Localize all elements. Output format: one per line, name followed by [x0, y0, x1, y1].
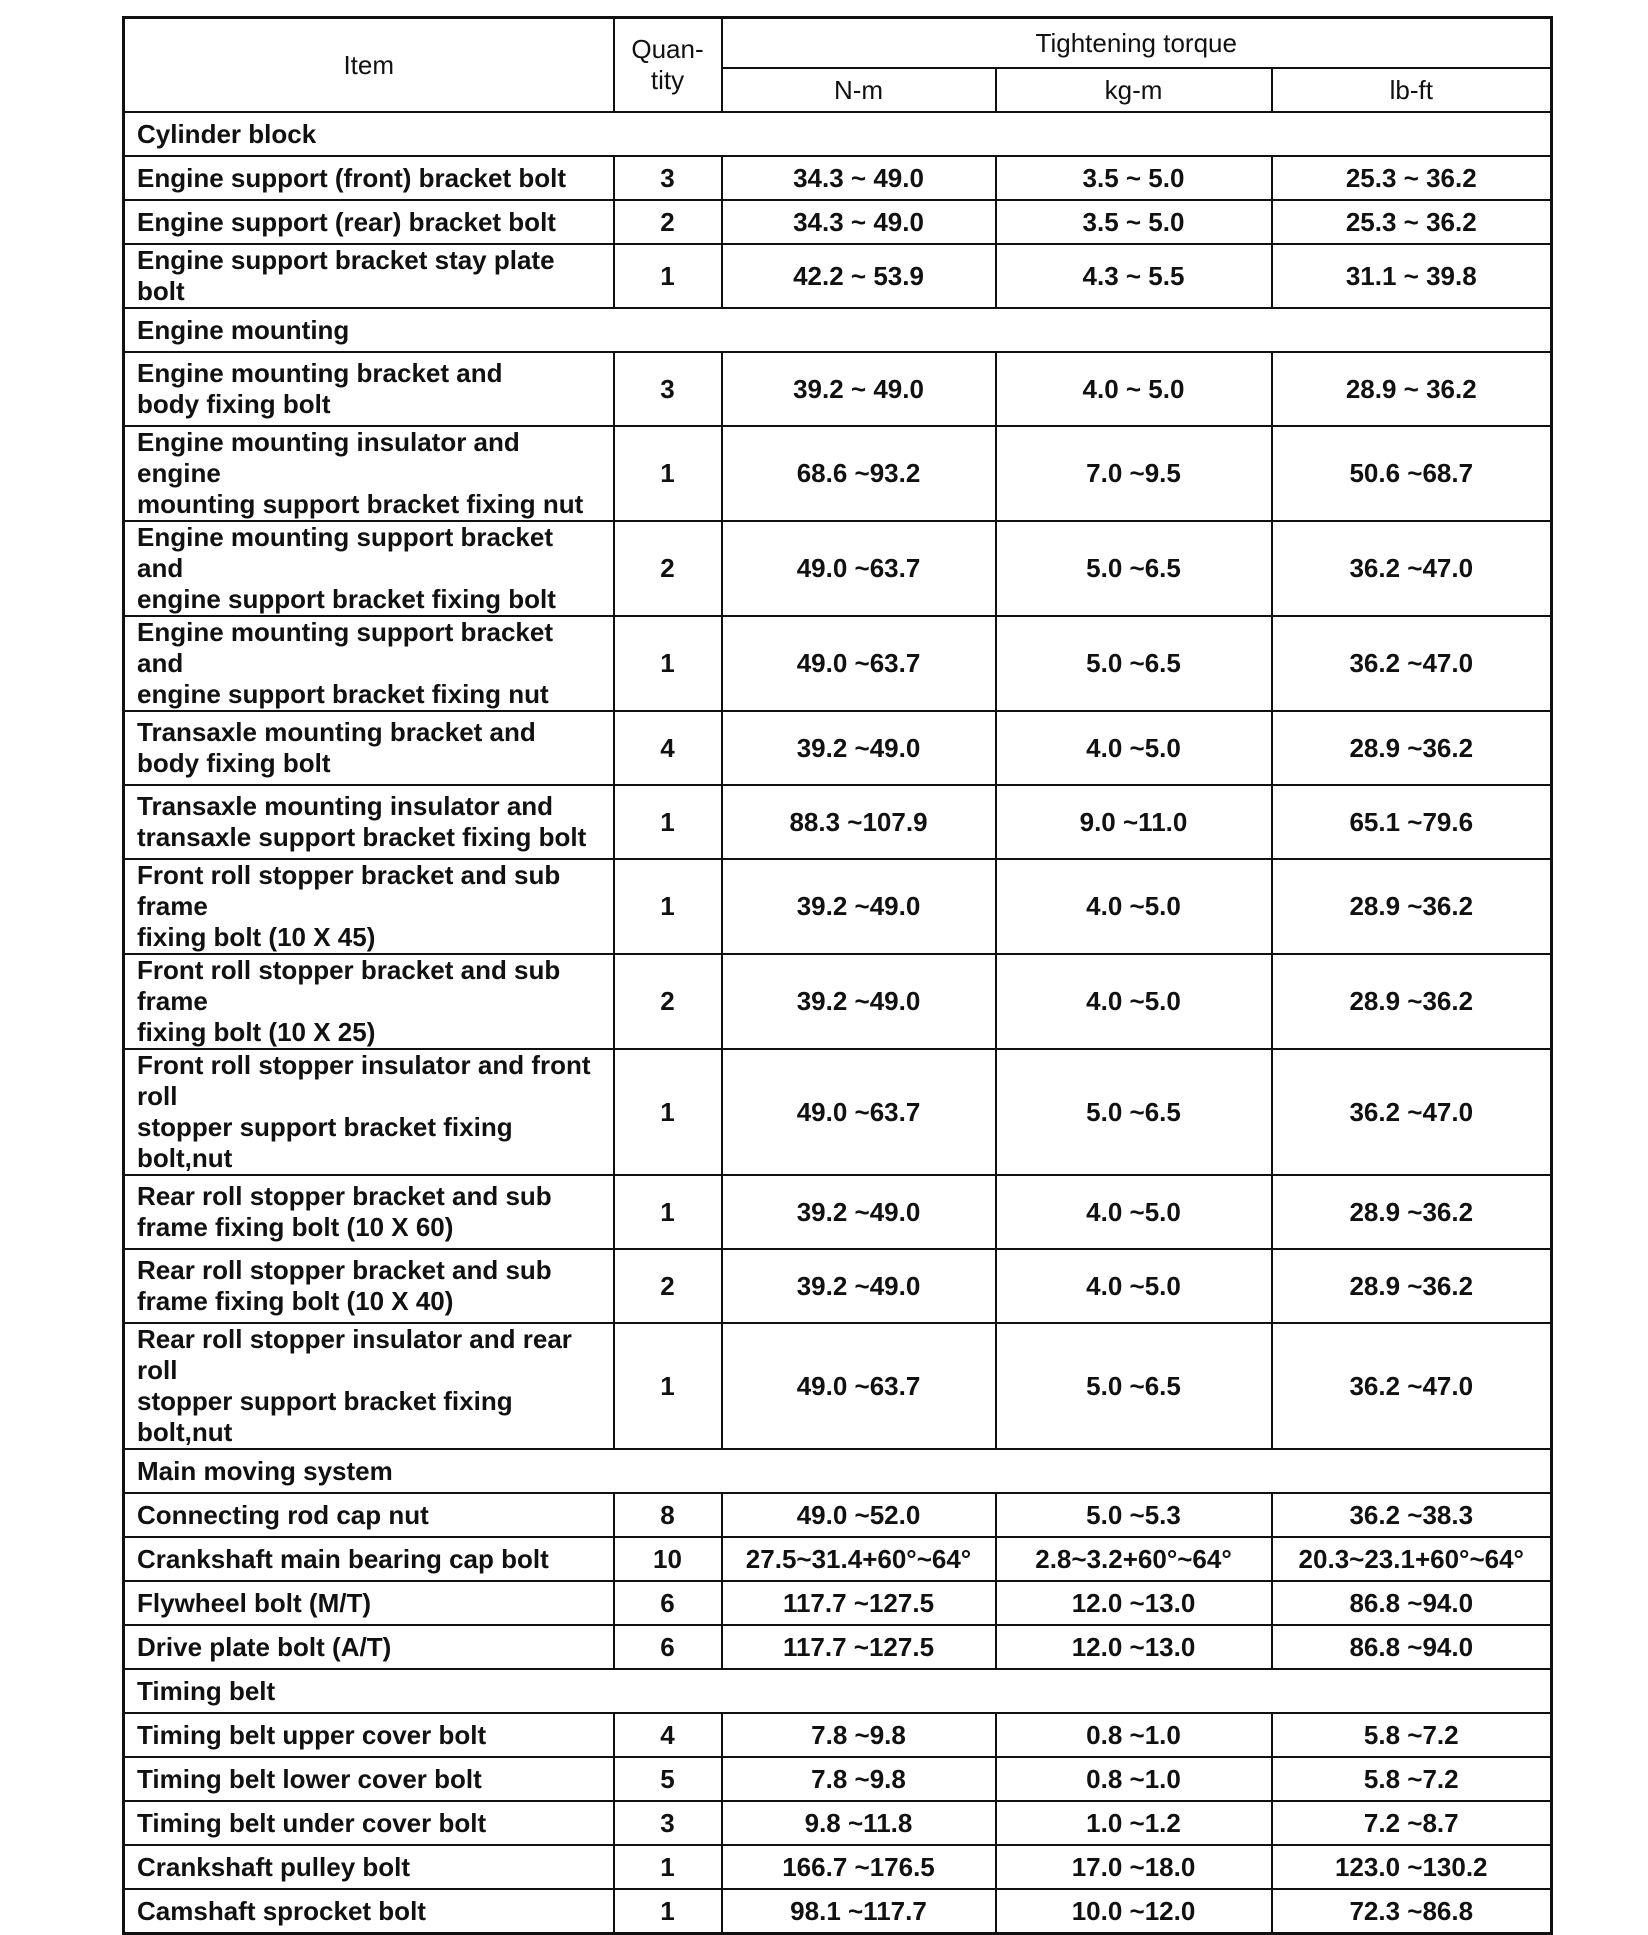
torque-kgm-cell: 4.0 ~5.0 — [996, 859, 1272, 954]
table-row — [124, 616, 1552, 711]
torque-nm-cell: 117.7 ~127.5 — [722, 1625, 996, 1669]
torque-kgm-cell: 5.0 ~6.5 — [996, 616, 1272, 711]
quantity-cell: 2 — [614, 521, 722, 616]
table-row — [124, 244, 1552, 308]
torque-nm-cell: 49.0 ~63.7 — [722, 1049, 996, 1175]
torque-kgm-cell: 12.0 ~13.0 — [996, 1625, 1272, 1669]
section-title: Engine mounting — [124, 308, 1552, 352]
torque-kgm-cell: 17.0 ~18.0 — [996, 1845, 1272, 1889]
torque-nm-cell: 49.0 ~63.7 — [722, 1323, 996, 1449]
item-text: Transaxle mounting insulator and — [137, 791, 554, 821]
item-text: Camshaft sprocket bolt — [137, 1895, 426, 1926]
header-kgm: kg-m — [996, 68, 1272, 112]
table-row — [124, 1845, 1552, 1889]
torque-lbft-cell: 31.1 ~ 39.8 — [1272, 244, 1552, 308]
quantity-cell: 2 — [614, 1249, 722, 1323]
torque-lbft-cell: 50.6 ~68.7 — [1272, 426, 1552, 521]
section-header-row — [124, 1449, 1552, 1493]
table-row — [124, 521, 1552, 616]
torque-kgm-cell: 4.3 ~ 5.5 — [996, 244, 1272, 308]
torque-lbft-cell: 5.8 ~7.2 — [1272, 1713, 1552, 1757]
torque-nm-cell: 117.7 ~127.5 — [722, 1581, 996, 1625]
quantity-cell: 2 — [614, 200, 722, 244]
torque-kgm-cell: 5.0 ~5.3 — [996, 1493, 1272, 1537]
quantity-cell: 1 — [614, 1845, 722, 1889]
section-header-row — [124, 112, 1552, 156]
torque-nm-cell: 34.3 ~ 49.0 — [722, 200, 996, 244]
torque-nm-cell: 34.3 ~ 49.0 — [722, 156, 996, 200]
torque-kgm-cell: 3.5 ~ 5.0 — [996, 200, 1272, 244]
torque-nm-cell: 27.5~31.4+60°~64° — [722, 1537, 996, 1581]
item-text: Rear roll stopper bracket and sub — [137, 1181, 552, 1211]
item-text-line2: stopper support bracket fixing bolt,nut — [137, 1386, 513, 1447]
item-cell — [124, 954, 614, 1049]
torque-kgm-cell: 5.0 ~6.5 — [996, 1323, 1272, 1449]
torque-lbft-cell: 5.8 ~7.2 — [1272, 1757, 1552, 1801]
quantity-cell: 1 — [614, 616, 722, 711]
item-text: Timing belt lower cover bolt — [137, 1763, 482, 1794]
quantity-cell: 4 — [614, 711, 722, 785]
item-text: Rear roll stopper bracket and sub — [137, 1255, 552, 1285]
item-cell — [124, 1581, 614, 1625]
torque-kgm-cell: 4.0 ~5.0 — [996, 1175, 1272, 1249]
torque-nm-cell: 49.0 ~52.0 — [722, 1493, 996, 1537]
item-text: Connecting rod cap nut — [137, 1499, 429, 1530]
torque-lbft-cell: 36.2 ~47.0 — [1272, 616, 1552, 711]
table-row — [124, 1889, 1552, 1934]
torque-lbft-cell: 86.8 ~94.0 — [1272, 1581, 1552, 1625]
quantity-cell: 1 — [614, 785, 722, 859]
quantity-cell: 1 — [614, 244, 722, 308]
torque-lbft-cell: 28.9 ~36.2 — [1272, 1175, 1552, 1249]
quantity-cell: 6 — [614, 1625, 722, 1669]
torque-nm-cell: 39.2 ~49.0 — [722, 711, 996, 785]
table-row — [124, 1713, 1552, 1757]
table-row — [124, 1757, 1552, 1801]
torque-nm-cell: 39.2 ~49.0 — [722, 859, 996, 954]
torque-lbft-cell: 28.9 ~36.2 — [1272, 954, 1552, 1049]
quantity-cell: 10 — [614, 1537, 722, 1581]
quantity-cell: 4 — [614, 1713, 722, 1757]
torque-kgm-cell: 4.0 ~5.0 — [996, 1249, 1272, 1323]
torque-lbft-cell: 25.3 ~ 36.2 — [1272, 200, 1552, 244]
item-cell — [124, 1493, 614, 1537]
item-text: Front roll stopper bracket and sub frame — [137, 860, 561, 921]
quantity-cell: 3 — [614, 1801, 722, 1845]
item-cell — [124, 200, 614, 244]
section-title: Main moving system — [124, 1449, 1552, 1493]
torque-kgm-cell: 10.0 ~12.0 — [996, 1889, 1272, 1934]
item-text: Crankshaft pulley bolt — [137, 1851, 411, 1882]
table-row — [124, 200, 1552, 244]
item-cell — [124, 521, 614, 616]
torque-lbft-cell: 28.9 ~ 36.2 — [1272, 352, 1552, 426]
torque-nm-cell: 39.2 ~49.0 — [722, 1175, 996, 1249]
quantity-cell: 8 — [614, 1493, 722, 1537]
item-text: Front roll stopper bracket and sub frame — [137, 955, 561, 1016]
item-cell — [124, 785, 614, 859]
item-cell — [124, 244, 614, 308]
item-cell — [124, 426, 614, 521]
header-nm: N-m — [722, 68, 996, 112]
torque-lbft-cell: 7.2 ~8.7 — [1272, 1801, 1552, 1845]
torque-lbft-cell: 86.8 ~94.0 — [1272, 1625, 1552, 1669]
table-row — [124, 352, 1552, 426]
header-quantity: Quan- tity — [614, 18, 722, 113]
item-text-line2: body fixing bolt — [137, 389, 331, 419]
item-cell — [124, 1049, 614, 1175]
item-cell — [124, 1713, 614, 1757]
quantity-cell: 2 — [614, 954, 722, 1049]
quantity-cell: 6 — [614, 1581, 722, 1625]
torque-kgm-cell: 2.8~3.2+60°~64° — [996, 1537, 1272, 1581]
quantity-cell: 3 — [614, 156, 722, 200]
header-lbft: lb-ft — [1272, 68, 1552, 112]
torque-kgm-cell: 4.0 ~ 5.0 — [996, 352, 1272, 426]
torque-nm-cell: 42.2 ~ 53.9 — [722, 244, 996, 308]
table-row — [124, 785, 1552, 859]
torque-lbft-cell: 20.3~23.1+60°~64° — [1272, 1537, 1552, 1581]
torque-kgm-cell: 0.8 ~1.0 — [996, 1757, 1272, 1801]
item-text-line2: body fixing bolt — [137, 748, 331, 778]
item-text: Rear roll stopper insulator and rear roll — [137, 1324, 572, 1385]
table-row — [124, 1537, 1552, 1581]
item-text: Front roll stopper insulator and front roll — [137, 1050, 591, 1111]
table-row — [124, 156, 1552, 200]
torque-lbft-cell: 36.2 ~47.0 — [1272, 1323, 1552, 1449]
item-text-line2: fixing bolt (10 X 45) — [137, 922, 376, 952]
torque-spec-sheet — [122, 16, 1550, 1935]
torque-kgm-cell: 5.0 ~6.5 — [996, 1049, 1272, 1175]
torque-kgm-cell: 3.5 ~ 5.0 — [996, 156, 1272, 200]
torque-lbft-cell: 28.9 ~36.2 — [1272, 1249, 1552, 1323]
torque-lbft-cell: 28.9 ~36.2 — [1272, 711, 1552, 785]
table-row — [124, 426, 1552, 521]
torque-nm-cell: 98.1 ~117.7 — [722, 1889, 996, 1934]
torque-lbft-cell: 72.3 ~86.8 — [1272, 1889, 1552, 1934]
torque-lbft-cell: 36.2 ~47.0 — [1272, 1049, 1552, 1175]
item-text: Engine mounting support bracket and — [137, 617, 554, 678]
table-row — [124, 711, 1552, 785]
table-row — [124, 1801, 1552, 1845]
table-row — [124, 954, 1552, 1049]
item-text: Engine mounting support bracket and — [137, 522, 554, 583]
quantity-cell: 3 — [614, 352, 722, 426]
torque-nm-cell: 39.2 ~49.0 — [722, 954, 996, 1049]
torque-nm-cell: 39.2 ~49.0 — [722, 1249, 996, 1323]
section-header-row — [124, 1669, 1552, 1713]
quantity-cell: 1 — [614, 426, 722, 521]
torque-lbft-cell: 36.2 ~47.0 — [1272, 521, 1552, 616]
item-text: Crankshaft main bearing cap bolt — [137, 1543, 549, 1574]
torque-lbft-cell: 25.3 ~ 36.2 — [1272, 156, 1552, 200]
torque-lbft-cell: 36.2 ~38.3 — [1272, 1493, 1552, 1537]
item-text-line2: frame fixing bolt (10 X 60) — [137, 1212, 454, 1242]
quantity-cell: 1 — [614, 1323, 722, 1449]
table-row — [124, 1323, 1552, 1449]
item-cell — [124, 352, 614, 426]
item-text: Timing belt under cover bolt — [137, 1807, 487, 1838]
torque-kgm-cell: 4.0 ~5.0 — [996, 954, 1272, 1049]
torque-kgm-cell: 0.8 ~1.0 — [996, 1713, 1272, 1757]
quantity-cell: 1 — [614, 1175, 722, 1249]
item-text-line2: engine support bracket fixing bolt — [137, 584, 556, 614]
torque-nm-cell: 7.8 ~9.8 — [722, 1757, 996, 1801]
torque-lbft-cell: 123.0 ~130.2 — [1272, 1845, 1552, 1889]
table-row — [124, 859, 1552, 954]
torque-kgm-cell: 7.0 ~9.5 — [996, 426, 1272, 521]
torque-nm-cell: 68.6 ~93.2 — [722, 426, 996, 521]
item-text-line2: engine support bracket fixing nut — [137, 679, 549, 709]
torque-nm-cell: 39.2 ~ 49.0 — [722, 352, 996, 426]
item-text: Engine support bracket stay plate bolt — [137, 245, 555, 306]
table-row — [124, 1493, 1552, 1537]
item-cell — [124, 1175, 614, 1249]
torque-nm-cell: 49.0 ~63.7 — [722, 616, 996, 711]
item-cell — [124, 1249, 614, 1323]
item-text-line2: mounting support bracket fixing nut — [137, 489, 584, 519]
torque-lbft-cell: 65.1 ~79.6 — [1272, 785, 1552, 859]
torque-kgm-cell: 9.0 ~11.0 — [996, 785, 1272, 859]
item-cell — [124, 1801, 614, 1845]
section-header-row — [124, 308, 1552, 352]
item-text: Engine mounting bracket and — [137, 358, 503, 388]
torque-nm-cell: 9.8 ~11.8 — [722, 1801, 996, 1845]
item-cell — [124, 1323, 614, 1449]
item-text-line2: transaxle support bracket fixing bolt — [137, 822, 587, 852]
item-text-line2: fixing bolt (10 X 25) — [137, 1017, 376, 1047]
torque-kgm-cell: 5.0 ~6.5 — [996, 521, 1272, 616]
item-text: Engine mounting insulator and engine — [137, 427, 520, 488]
header-item: Item — [124, 18, 614, 113]
item-cell — [124, 1625, 614, 1669]
torque-lbft-cell: 28.9 ~36.2 — [1272, 859, 1552, 954]
item-cell — [124, 711, 614, 785]
table-body — [124, 112, 1552, 1934]
torque-nm-cell: 88.3 ~107.9 — [722, 785, 996, 859]
item-cell — [124, 859, 614, 954]
item-cell — [124, 616, 614, 711]
quantity-cell: 5 — [614, 1757, 722, 1801]
quantity-cell: 1 — [614, 1889, 722, 1934]
item-text: Timing belt upper cover bolt — [137, 1719, 487, 1750]
table-row — [124, 1175, 1552, 1249]
item-cell — [124, 156, 614, 200]
quantity-cell: 1 — [614, 859, 722, 954]
item-cell — [124, 1757, 614, 1801]
torque-kgm-cell: 4.0 ~5.0 — [996, 711, 1272, 785]
item-text-line2: stopper support bracket fixing bolt,nut — [137, 1112, 513, 1173]
item-text-line2: frame fixing bolt (10 X 40) — [137, 1286, 454, 1316]
torque-nm-cell: 49.0 ~63.7 — [722, 521, 996, 616]
item-text: Engine support (rear) bracket bolt — [137, 206, 556, 237]
item-cell — [124, 1537, 614, 1581]
header-tightening-torque: Tightening torque — [722, 18, 1552, 69]
item-cell — [124, 1889, 614, 1934]
table-row — [124, 1581, 1552, 1625]
torque-kgm-cell: 12.0 ~13.0 — [996, 1581, 1272, 1625]
section-title: Cylinder block — [124, 112, 1552, 156]
torque-kgm-cell: 1.0 ~1.2 — [996, 1801, 1272, 1845]
item-text: Transaxle mounting bracket and — [137, 717, 536, 747]
item-cell — [124, 1845, 614, 1889]
table-row — [124, 1625, 1552, 1669]
table-row — [124, 1049, 1552, 1175]
quantity-cell: 1 — [614, 1049, 722, 1175]
item-text: Engine support (front) bracket bolt — [137, 162, 566, 193]
torque-table — [122, 16, 1553, 1935]
torque-nm-cell: 166.7 ~176.5 — [722, 1845, 996, 1889]
section-title: Timing belt — [124, 1669, 1552, 1713]
item-text: Drive plate bolt (A/T) — [137, 1631, 392, 1662]
torque-nm-cell: 7.8 ~9.8 — [722, 1713, 996, 1757]
item-text: Flywheel bolt (M/T) — [137, 1587, 371, 1618]
table-header — [124, 18, 1552, 113]
table-row — [124, 1249, 1552, 1323]
